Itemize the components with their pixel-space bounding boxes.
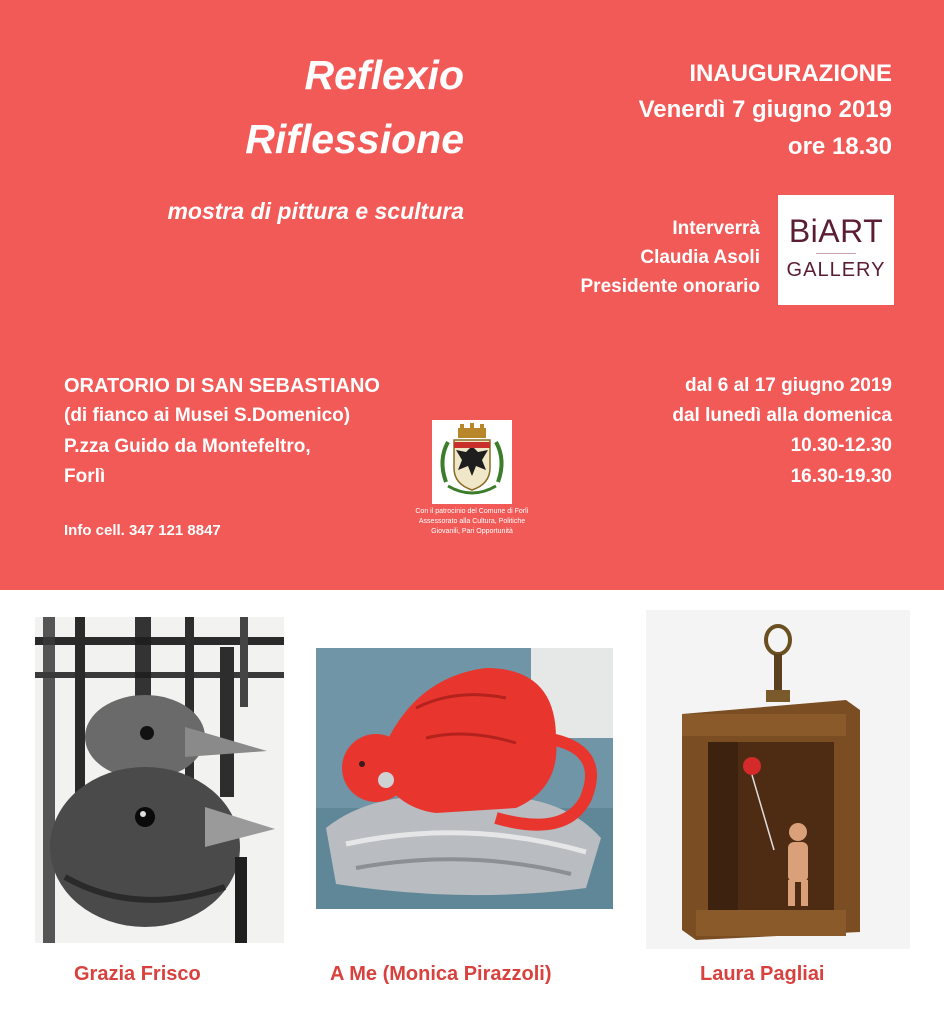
patronage-note: [392, 507, 552, 537]
venue-city: Forlì: [64, 466, 106, 487]
schedule-morning-hours: 10.30-12.30: [790, 435, 892, 456]
exhibition-title-italian: Riflessione: [245, 116, 464, 162]
artist-caption-1: Grazia Frisco: [74, 963, 201, 985]
speaker-role: Presidente onorario: [580, 276, 760, 297]
patronage-line-1: Con il patrocinio del Comune di Forlì: [415, 508, 529, 515]
speaker-intro: Interverrà: [672, 218, 760, 239]
logo-divider: [816, 253, 856, 254]
patronage-line-2: Assessorato alla Cultura, Politiche: [418, 518, 526, 525]
info-phone: Info cell. 347 121 8847: [64, 522, 221, 539]
schedule-range: dal 6 al 17 giugno 2019: [685, 375, 892, 396]
logo-text-biart: BiART: [788, 213, 884, 249]
artist-caption-2: A Me (Monica Pirazzoli): [330, 963, 552, 985]
venue-name: ORATORIO DI SAN SEBASTIANO: [64, 375, 380, 397]
patronage-line-3: Giovanili, Pari Opportunità: [431, 528, 513, 535]
artist-caption-3: Laura Pagliai: [700, 963, 825, 985]
artwork-image-grazia-frisco: [35, 617, 284, 943]
artwork-image-laura-pagliai: [646, 610, 910, 949]
exhibition-title: Reflexio: [304, 52, 464, 98]
opening-date: Venerdì 7 giugno 2019: [638, 96, 892, 123]
artwork-image-monica-pirazzoli: [316, 648, 613, 909]
speaker-name: Claudia Asoli: [640, 247, 760, 268]
opening-label: INAUGURAZIONE: [689, 60, 892, 87]
schedule-afternoon-hours: 16.30-19.30: [790, 466, 892, 487]
exhibition-subtitle: mostra di pittura e scultura: [167, 198, 464, 224]
forli-coat-of-arms-icon: [432, 420, 512, 504]
venue-note: (di fianco ai Musei S.Domenico): [64, 405, 351, 426]
biart-gallery-logo: [778, 195, 894, 305]
venue-address: P.zza Guido da Montefeltro,: [64, 436, 311, 457]
opening-time: ore 18.30: [787, 133, 892, 160]
logo-text-gallery: GALLERY: [786, 259, 886, 281]
schedule-days: dal lunedì alla domenica: [672, 405, 892, 426]
